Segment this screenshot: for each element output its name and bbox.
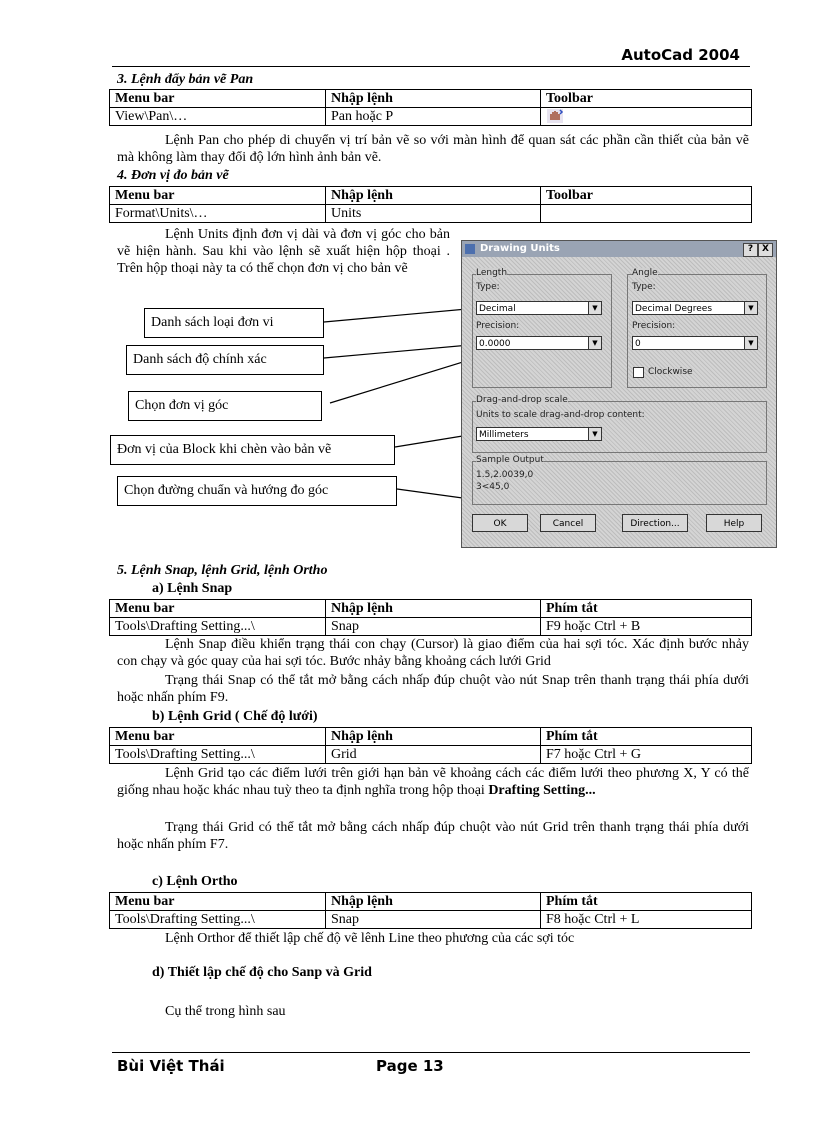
drawing-units-dialog [461,240,777,548]
help-title-button[interactable]: ? [743,243,758,257]
section-4-heading: 4. Đơn vị đo bản vẽ [117,168,229,183]
snap-heading: a) Lệnh Snap [152,581,233,596]
cancel-button[interactable]: Cancel [540,514,596,532]
units-description: Lệnh Units định đơn vị dài và đơn vị góc cho bản vẽ hiện hành. Sau khi vào lệnh sẽ xuất hiện hộp thoại . Trên hộp thoại này ta có thể chọn đơn vị cho bản vẽ [117,227,450,276]
col-command: Nhập lệnh [326,600,541,618]
length-type-select[interactable] [476,301,602,315]
sample-output-line-2: 3<45,0 [476,482,510,492]
cell-command: Grid [326,746,541,764]
cell-menu: Tools\Drafting Setting...\ [110,618,326,636]
cell-menu: Tools\Drafting Setting...\ [110,746,326,764]
grid-description-2: Trạng thái Grid có thể tắt mở bằng cách nhấp đúp chuột vào nút Grid trên thanh trạng thái phía dưới hoặc nhấn phím F7. [117,820,749,852]
chevron-down-icon: ▼ [744,337,757,349]
section-3-heading: 3. Lệnh đẩy bản vẽ Pan [117,72,254,87]
col-command: Nhập lệnh [326,728,541,746]
chevron-down-icon: ▼ [588,428,601,440]
ok-button[interactable]: OK [472,514,528,532]
length-type-value: Decimal [479,304,516,314]
col-menu-bar: Menu bar [110,893,326,911]
cell-shortcut: F7 hoặc Ctrl + G [541,746,752,764]
footer-page-number: Page 13 [376,1057,444,1075]
ortho-description: Lệnh Orthor để thiết lập chế độ vẽ lênh Line theo phương của các sợi tóc [165,931,575,946]
snap-description-2: Trạng thái Snap có thể tắt mở bằng cách nhấp đúp chuột vào nút Snap trên thanh trạng thái phía dưới hoặc nhấn phím F9. [117,673,749,705]
drag-drop-units-select[interactable] [476,427,602,441]
angle-type-label: Type: [632,282,656,292]
direction-button[interactable]: Direction... [622,514,688,532]
document-header-title: AutoCad 2004 [621,46,740,64]
grid-description-1 [117,765,749,799]
chevron-down-icon: ▼ [588,302,601,314]
callout-direction: Chọn đường chuẩn và hướng đo góc [117,476,397,506]
callout-angle-unit: Chọn đơn vị góc [128,391,322,421]
length-type-label: Type: [476,282,500,292]
ortho-heading: c) Lệnh Ortho [152,874,238,889]
col-toolbar: Toolbar [541,187,752,205]
footer-author: Bùi Việt Thái [117,1057,225,1075]
clockwise-label: Clockwise [648,367,693,377]
col-command: Nhập lệnh [326,893,541,911]
help-button[interactable]: Help [706,514,762,532]
length-label: Length [476,268,508,278]
drag-drop-units-value: Millimeters [479,430,529,440]
angle-precision-value: 0 [635,339,641,349]
length-precision-value: 0.0000 [479,339,511,349]
col-shortcut: Phím tắt [541,600,752,618]
chevron-down-icon: ▼ [744,302,757,314]
col-shortcut: Phím tắt [541,893,752,911]
snap-grid-setup-text: Cụ thể trong hình sau [165,1004,286,1019]
angle-type-value: Decimal Degrees [635,304,713,314]
angle-precision-label: Precision: [632,321,676,331]
length-precision-label: Precision: [476,321,520,331]
cell-menu: View\Pan\… [110,108,326,126]
col-menu-bar: Menu bar [110,90,326,108]
grid-heading: b) Lệnh Grid ( Chế độ lưới) [152,709,318,724]
snap-command-table [109,599,752,636]
pan-description: Lệnh Pan cho phép di chuyển vị trí bản vẽ so với màn hình để quan sát các phần cần thiết của bản vẽ mà không làm thay đổi độ lớn hình ảnh bản vẽ. [117,133,749,165]
cell-command: Snap [326,618,541,636]
col-command: Nhập lệnh [326,90,541,108]
snap-grid-setup-heading: d) Thiết lập chế độ cho Sanp và Grid [152,965,372,980]
angle-precision-select[interactable] [632,336,758,350]
sample-output-label: Sample Output [476,455,544,465]
col-toolbar: Toolbar [541,90,752,108]
angle-label: Angle [632,268,658,278]
dialog-title: Drawing Units [480,243,560,254]
ortho-command-table [109,892,752,929]
grid-command-table [109,727,752,764]
arrow-to-length-type [324,308,478,322]
col-command: Nhập lệnh [326,187,541,205]
col-menu-bar: Menu bar [110,187,326,205]
drag-drop-text: Units to scale drag-and-drop content: [476,410,645,420]
sample-output-group [472,461,767,505]
cell-command: Units [326,205,541,223]
col-menu-bar: Menu bar [110,600,326,618]
col-menu-bar: Menu bar [110,728,326,746]
cell-menu: Format\Units\… [110,205,326,223]
angle-type-select[interactable] [632,301,758,315]
drafting-setting-bold: Drafting Setting... [488,783,596,798]
section-5-heading: 5. Lệnh Snap, lệnh Grid, lệnh Ortho [117,563,328,578]
length-precision-select[interactable] [476,336,602,350]
close-button[interactable]: X [758,243,773,257]
grid-description-text: Lệnh Grid tạo các điểm lưới trên giới hạn bản vẽ khoảng cách các điểm lưới theo phương X, Y có thể giống nhau hoặc khác nhau tuỳ theo ta định nghĩa trong hộp thoại [117,766,749,798]
clockwise-checkbox[interactable] [633,367,644,378]
footer-rule [112,1052,750,1053]
cell-command: Pan hoặc P [326,108,541,126]
callout-precision-list: Danh sách độ chính xác [126,345,324,375]
cell-menu: Tools\Drafting Setting...\ [110,911,326,929]
drag-drop-label: Drag-and-drop scale [476,395,568,405]
cell-command: Snap [326,911,541,929]
cell-shortcut: F9 hoặc Ctrl + B [541,618,752,636]
snap-description-1: Lệnh Snap điều khiển trạng thái con chạy (Cursor) là giao điểm của hai sợi tóc. Xác định bước nhảy con chạy và góc quay của hai sợi tóc. Bước nhảy bằng khoảng cách lưới Grid [117,637,749,669]
callout-unit-type-list: Danh sách loại đơn vi [144,308,324,338]
chevron-down-icon: ▼ [588,337,601,349]
callout-block-insert-unit: Đơn vị của Block khi chèn vào bản vẽ [110,435,395,465]
dialog-titlebar [462,241,776,257]
col-shortcut: Phím tắt [541,728,752,746]
sample-output-line-1: 1.5,2.0039,0 [476,470,534,480]
arrow-to-length-precision [324,344,481,358]
app-icon [465,244,475,254]
cell-shortcut: F8 hoặc Ctrl + L [541,911,752,929]
